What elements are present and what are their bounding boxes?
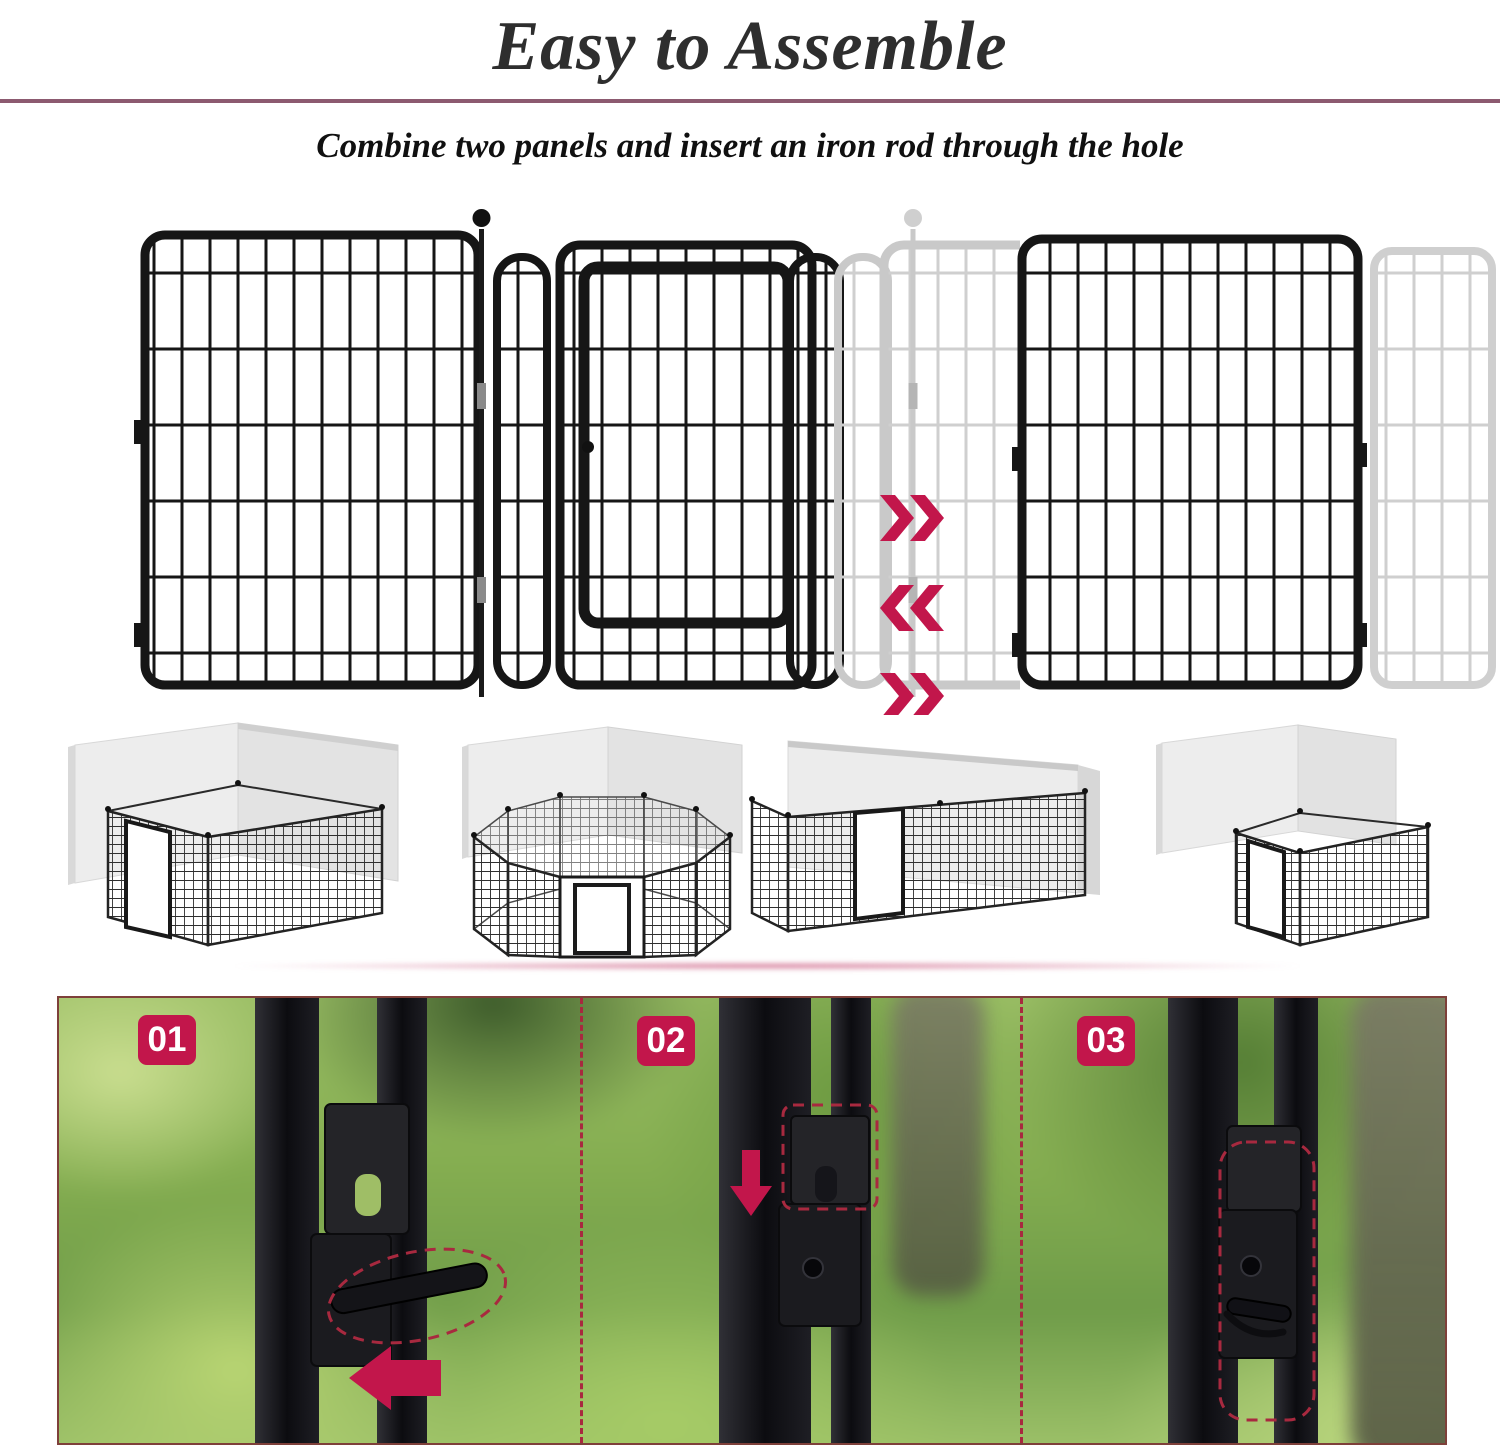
page-subtitle: Combine two panels and insert an iron rod through the hole <box>316 126 1184 165</box>
diagram-corner-rectangle-pen <box>68 723 398 945</box>
step-separator-dashed-line <box>1020 998 1023 1443</box>
pink-gradient-divider <box>205 961 1330 971</box>
diagram-corner-small-pen <box>1156 725 1431 945</box>
door-panel-icon <box>497 245 840 685</box>
right-black-panel-icon <box>1012 239 1367 685</box>
latch-steps-photo <box>57 996 1447 1445</box>
step1-latch-photo <box>255 998 514 1443</box>
fence-assembly-illustration <box>0 195 1500 715</box>
step2-latch-photo <box>719 998 877 1443</box>
latch-hardware-overlay <box>59 998 1445 1443</box>
title-divider-line <box>0 99 1500 103</box>
step-badge-01: 01 <box>138 1015 196 1065</box>
layout-diagrams <box>0 705 1500 960</box>
left-black-panel-icon <box>134 235 478 685</box>
step-separator-dashed-line <box>580 998 583 1443</box>
diagram-octagon-pen <box>462 727 742 957</box>
step-badge-03: 03 <box>1077 1016 1135 1066</box>
diagram-fence-along-wall <box>749 741 1100 931</box>
step3-latch-photo <box>1168 998 1318 1443</box>
step-badge-02: 02 <box>637 1016 695 1066</box>
door-latch-icon <box>582 441 594 453</box>
ghost-panel-edge-icon <box>1374 251 1492 685</box>
page-title: Easy to Assemble <box>492 8 1008 85</box>
